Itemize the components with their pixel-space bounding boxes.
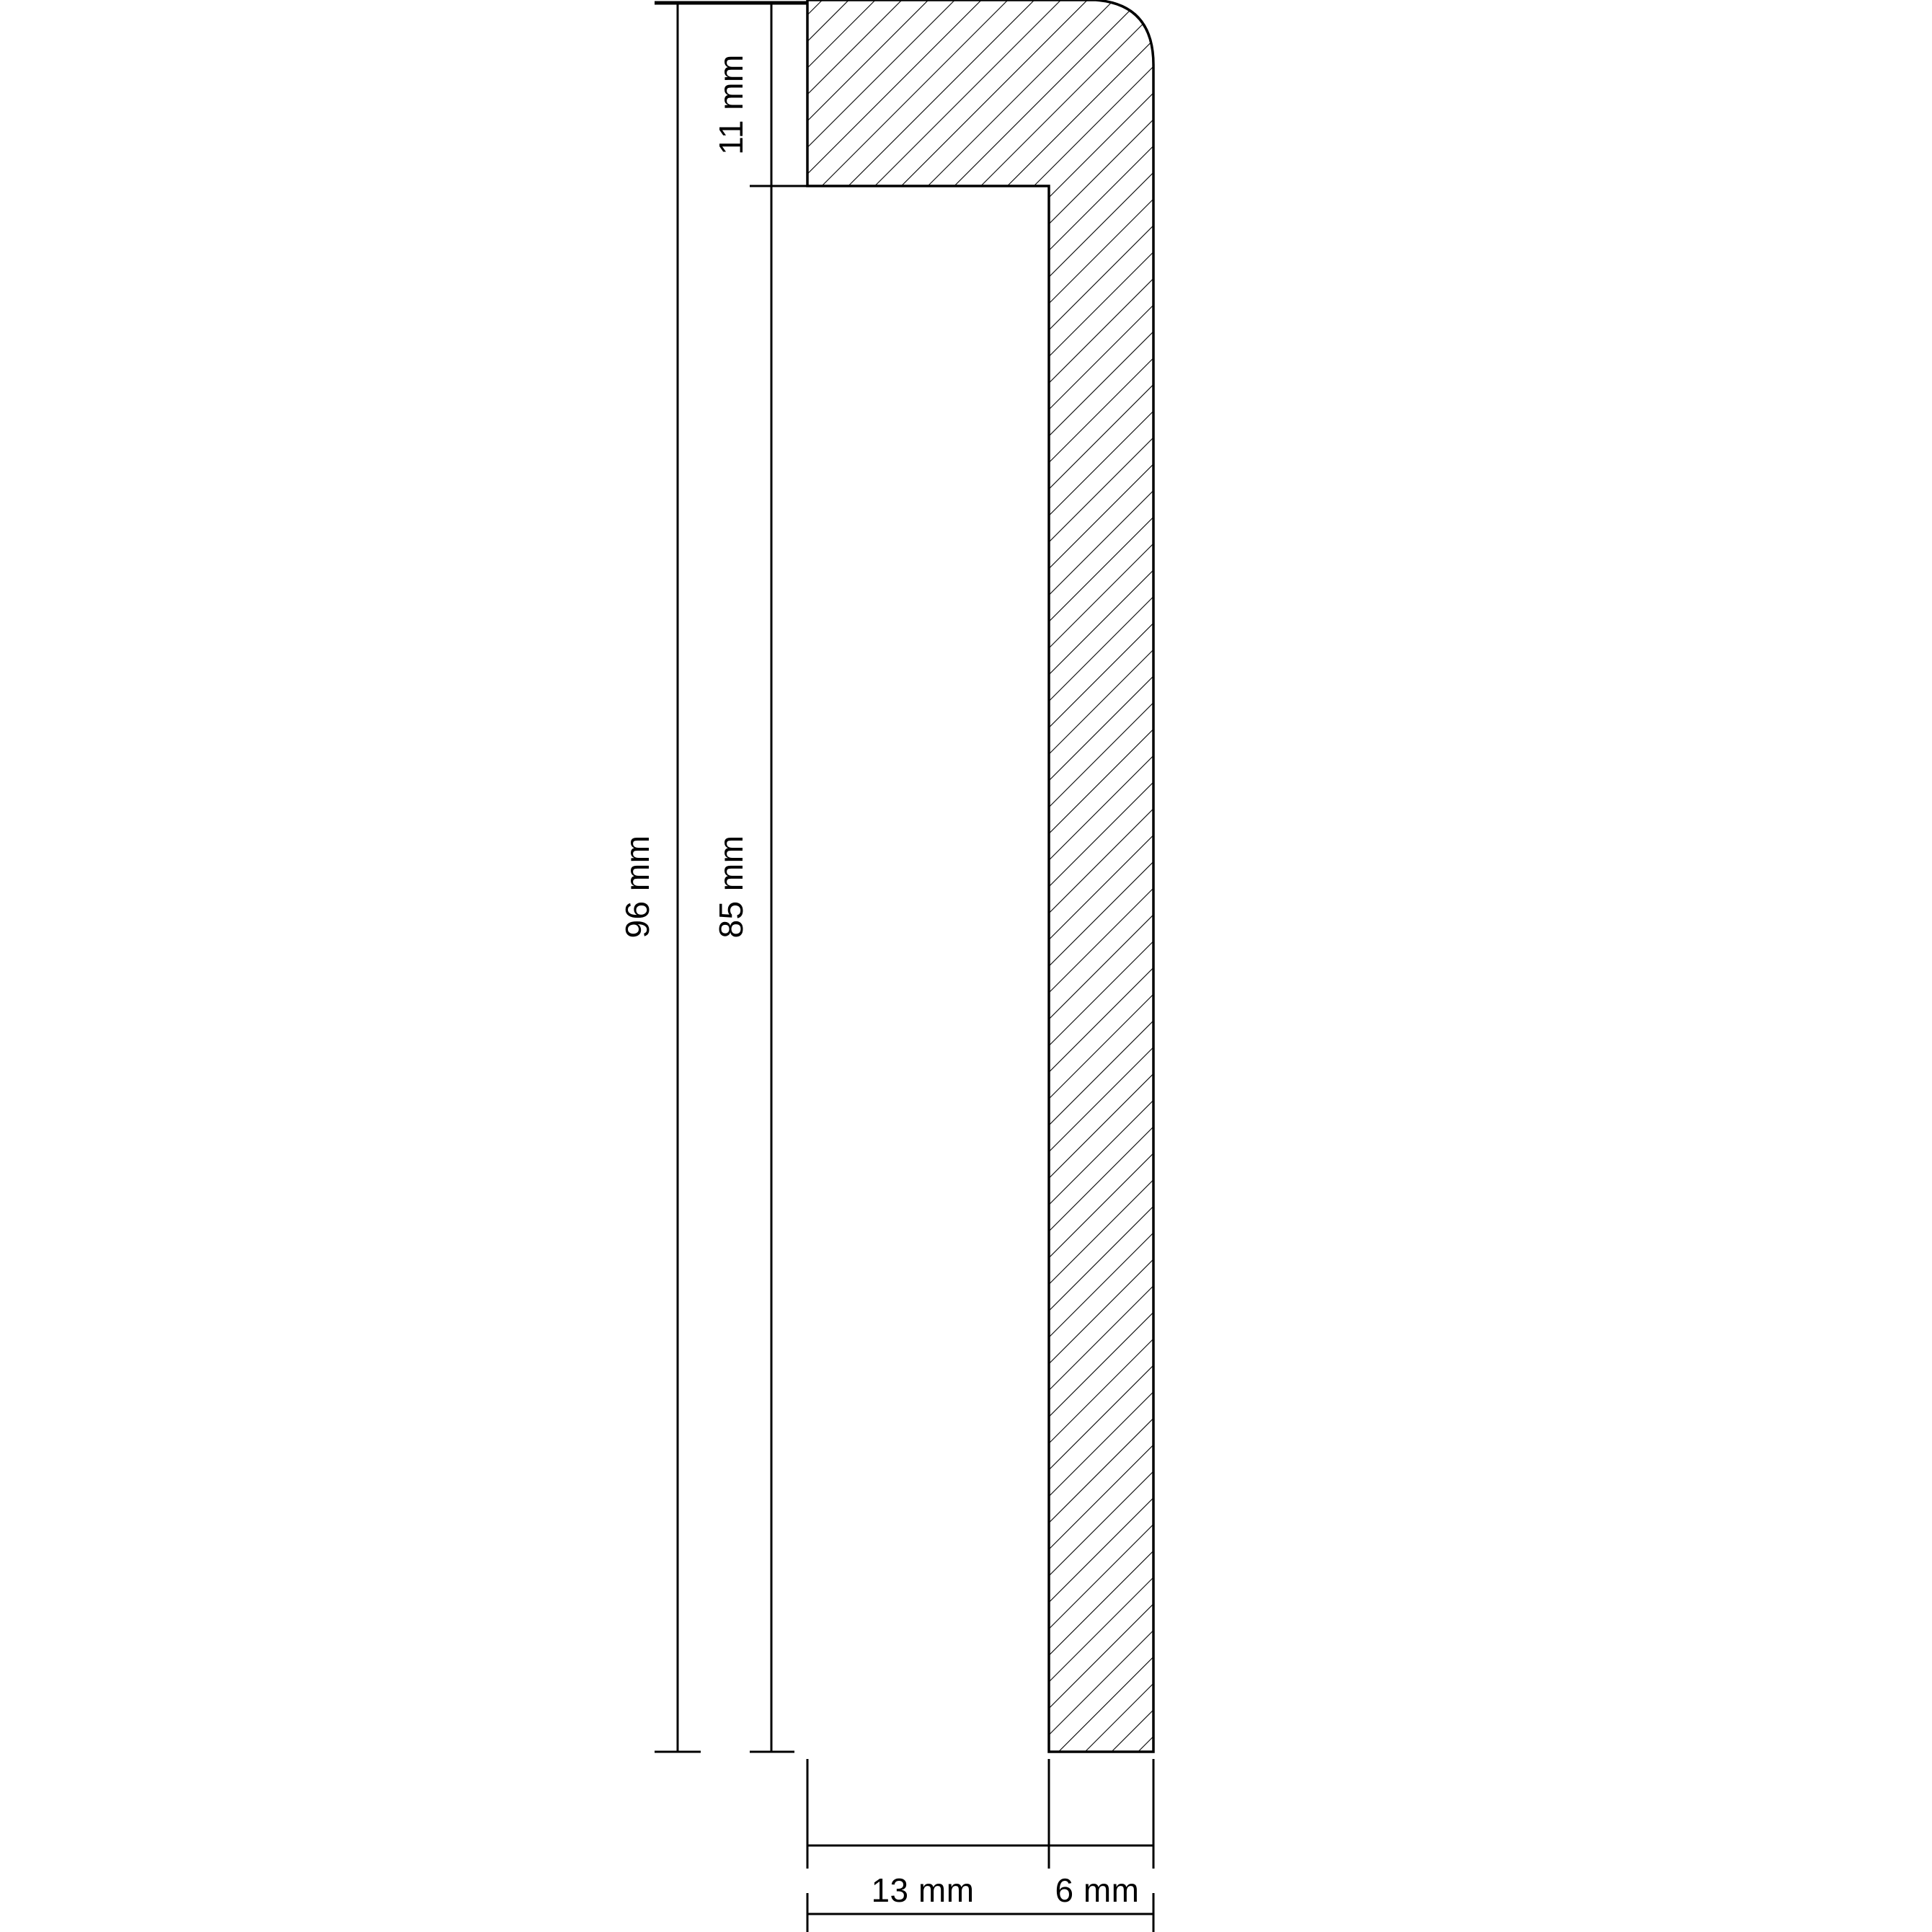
profile-body xyxy=(807,0,1153,1752)
dimension-label-total-height: 96 mm xyxy=(619,835,656,939)
dimension-label-top-lip-height: 11 mm xyxy=(712,54,750,155)
dimension-label-body-height: 85 mm xyxy=(712,835,750,939)
dimension-label-wall-thickness: 6 mm xyxy=(1055,1871,1140,1909)
dimension-label-rebate-width: 13 mm xyxy=(871,1871,975,1909)
